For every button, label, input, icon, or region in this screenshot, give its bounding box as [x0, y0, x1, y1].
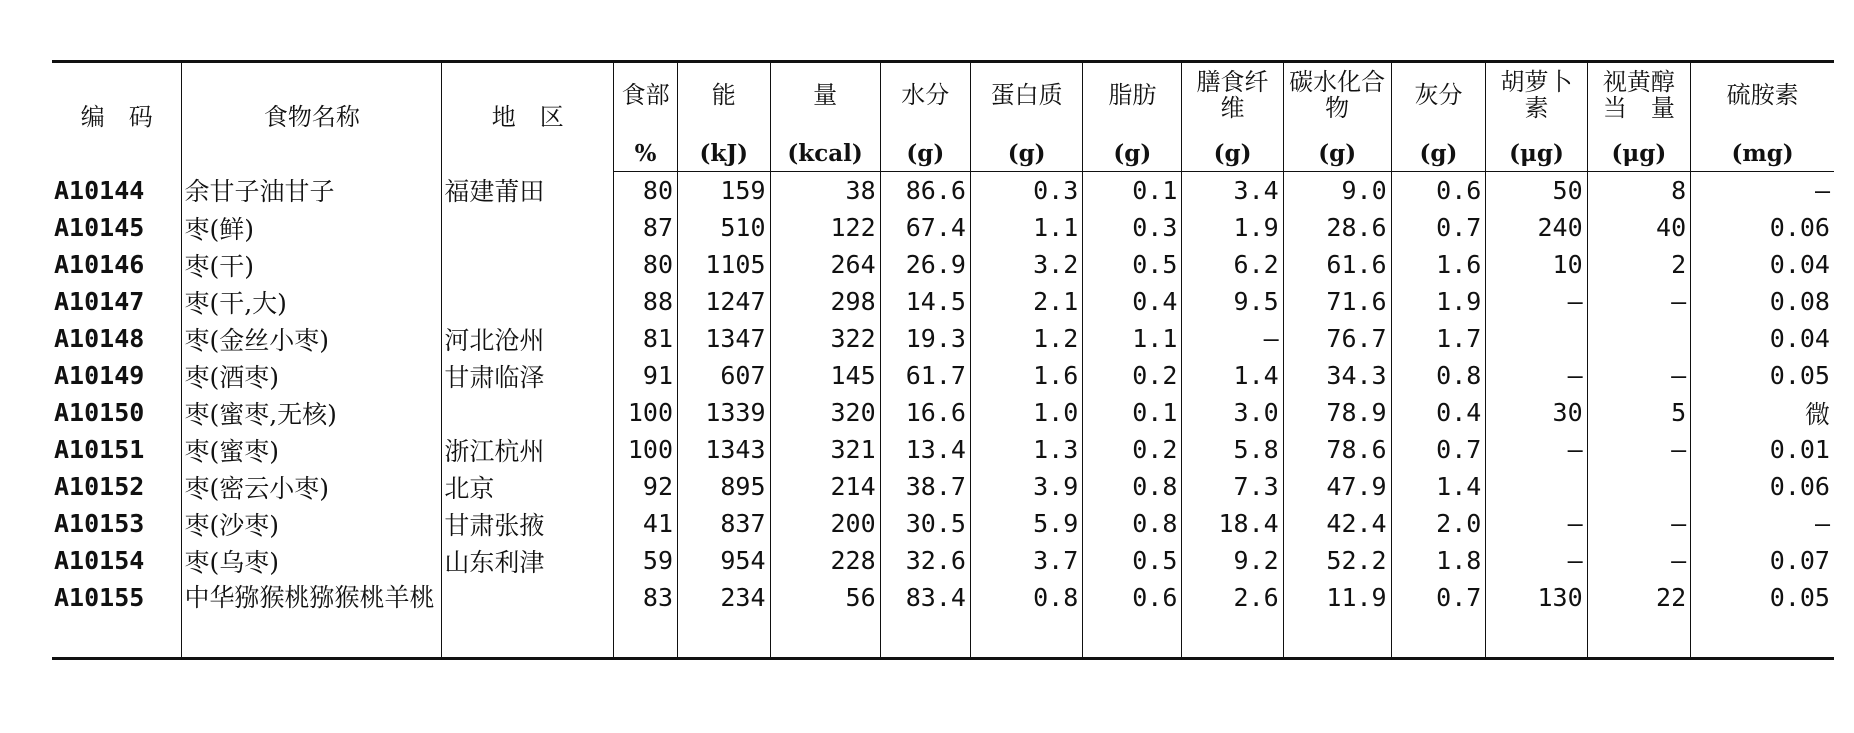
region-cell: 浙江杭州	[442, 431, 614, 468]
value-cell: —	[1587, 431, 1691, 468]
value-cell: 0.1	[1083, 394, 1182, 431]
value-cell: 2.6	[1182, 579, 1283, 659]
food-code-cell: A10152	[54, 472, 145, 501]
value-cell: 34.3	[1283, 357, 1391, 394]
value-cell: 3.9	[970, 468, 1082, 505]
unit-cell: (μg)	[1587, 127, 1691, 172]
value-cell: 298	[770, 283, 880, 320]
value-cell: 83.4	[880, 579, 970, 659]
value-cell: 42.4	[1283, 505, 1391, 542]
value-cell: 81	[614, 320, 678, 357]
value-cell: 3.0	[1182, 394, 1283, 431]
region-cell: 福建莆田	[442, 172, 614, 210]
value-cell: 47.9	[1283, 468, 1391, 505]
food-code-cell: A10145	[54, 213, 145, 242]
value-cell: 0.3	[970, 172, 1082, 210]
value-cell: 1.2	[970, 320, 1082, 357]
value-cell: —	[1587, 357, 1691, 394]
value-cell: 1.1	[1083, 320, 1182, 357]
value-cell: 0.7	[1391, 209, 1486, 246]
value-cell	[1486, 468, 1587, 505]
food-composition-page	[52, 60, 1834, 660]
food-composition-table	[52, 60, 1834, 660]
value-cell: 19.3	[880, 320, 970, 357]
value-cell: 87	[614, 209, 678, 246]
unit-cell: (g)	[880, 127, 970, 172]
value-cell: 0.06	[1691, 209, 1834, 246]
value-cell: 159	[678, 172, 771, 210]
value-cell: 0.7	[1391, 579, 1486, 659]
food-code-cell: A10154	[54, 546, 145, 575]
value-cell: 38	[770, 172, 880, 210]
value-cell: 0.08	[1691, 283, 1834, 320]
value-cell: 32.6	[880, 542, 970, 579]
value-cell: 59	[614, 542, 678, 579]
value-cell: 0.4	[1083, 283, 1182, 320]
food-name-cell: 枣(金丝小枣)	[182, 320, 442, 357]
unit-cell: (g)	[1083, 127, 1182, 172]
value-cell: 40	[1587, 209, 1691, 246]
value-cell: 100	[614, 394, 678, 431]
value-cell: 1105	[678, 246, 771, 283]
value-cell: 61.6	[1283, 246, 1391, 283]
value-cell: 895	[678, 468, 771, 505]
value-cell: 0.05	[1691, 579, 1834, 659]
value-cell: 0.5	[1083, 246, 1182, 283]
value-cell: 83	[614, 579, 678, 659]
value-cell	[1486, 320, 1587, 357]
value-cell: 0.8	[970, 579, 1082, 659]
col-region: 地 区	[442, 62, 614, 172]
value-cell: 1.6	[970, 357, 1082, 394]
value-cell: 92	[614, 468, 678, 505]
value-cell	[1587, 320, 1691, 357]
col-food-name: 食物名称	[182, 62, 442, 172]
value-cell: 22	[1587, 579, 1691, 659]
value-cell: 18.4	[1182, 505, 1283, 542]
unit-cell: (kJ)	[678, 127, 771, 172]
food-code-cell: A10144	[54, 175, 145, 205]
value-cell: 8	[1587, 172, 1691, 210]
value-cell: 234	[678, 579, 771, 659]
value-cell: 100	[614, 431, 678, 468]
value-cell: 2.1	[970, 283, 1082, 320]
value-cell: 837	[678, 505, 771, 542]
food-code-cell: A10155	[52, 579, 182, 659]
col-edible: 食部	[614, 62, 678, 128]
value-cell: 10	[1486, 246, 1587, 283]
value-cell: 0.8	[1391, 357, 1486, 394]
food-code-cell: A10151	[54, 435, 145, 464]
value-cell: 0.1	[1083, 172, 1182, 210]
col-water: 水分	[880, 62, 970, 128]
food-name-cell: 枣(干,大)	[182, 283, 442, 320]
region-cell	[442, 209, 614, 246]
value-cell: 0.4	[1391, 394, 1486, 431]
region-cell	[442, 246, 614, 283]
value-cell: —	[1587, 505, 1691, 542]
col-fiber: 膳食纤维	[1182, 62, 1283, 128]
value-cell: 145	[770, 357, 880, 394]
value-cell: 0.8	[1083, 468, 1182, 505]
food-name-cell: 枣(密云小枣)	[182, 468, 442, 505]
table-row	[52, 172, 1834, 210]
value-cell: 3.7	[970, 542, 1082, 579]
value-cell: 1.9	[1391, 283, 1486, 320]
table-row	[52, 283, 1834, 320]
value-cell: 16.6	[880, 394, 970, 431]
food-code-cell: A10147	[54, 287, 145, 316]
value-cell: 320	[770, 394, 880, 431]
value-cell: 122	[770, 209, 880, 246]
value-cell: 30	[1486, 394, 1587, 431]
table-row	[52, 357, 1834, 394]
region-cell	[442, 579, 614, 659]
value-cell: 67.4	[880, 209, 970, 246]
value-cell: —	[1182, 320, 1283, 357]
table-body	[52, 172, 1834, 659]
value-cell: 80	[614, 246, 678, 283]
value-cell: 1339	[678, 394, 771, 431]
region-cell	[442, 394, 614, 431]
col-retinol: 视黄醇当 量	[1587, 62, 1691, 128]
value-cell: 78.6	[1283, 431, 1391, 468]
region-cell: 甘肃张掖	[442, 505, 614, 542]
value-cell: 0.06	[1691, 468, 1834, 505]
value-cell: 52.2	[1283, 542, 1391, 579]
value-cell: —	[1486, 357, 1587, 394]
value-cell: 5	[1587, 394, 1691, 431]
value-cell: 80	[614, 172, 678, 210]
food-code-cell: A10153	[54, 509, 145, 538]
value-cell: 510	[678, 209, 771, 246]
value-cell: 1.6	[1391, 246, 1486, 283]
value-cell: 130	[1486, 579, 1587, 659]
food-name-cell: 枣(酒枣)	[182, 357, 442, 394]
region-cell	[442, 283, 614, 320]
region-cell: 河北沧州	[442, 320, 614, 357]
food-name-cell: 余甘子油甘子	[182, 172, 442, 210]
unit-cell: (g)	[1182, 127, 1283, 172]
value-cell: 78.9	[1283, 394, 1391, 431]
table-row	[52, 505, 1834, 542]
food-name-cell: 枣(蜜枣,无核)	[182, 394, 442, 431]
value-cell: 0.6	[1391, 172, 1486, 210]
value-cell: 3.4	[1182, 172, 1283, 210]
value-cell: 1.4	[1182, 357, 1283, 394]
value-cell: 13.4	[880, 431, 970, 468]
value-cell: 0.3	[1083, 209, 1182, 246]
value-cell: 1.1	[970, 209, 1082, 246]
value-cell: 微	[1691, 394, 1834, 431]
value-cell: 0.01	[1691, 431, 1834, 468]
value-cell: 9.5	[1182, 283, 1283, 320]
value-cell: 14.5	[880, 283, 970, 320]
value-cell: 1.8	[1391, 542, 1486, 579]
value-cell: 1343	[678, 431, 771, 468]
value-cell: 2	[1587, 246, 1691, 283]
col-carbohydrate: 碳水化合物	[1283, 62, 1391, 128]
value-cell: 0.8	[1083, 505, 1182, 542]
value-cell: —	[1486, 283, 1587, 320]
table-row	[52, 468, 1834, 505]
col-thiamine: 硫胺素	[1691, 62, 1834, 128]
value-cell: 7.3	[1182, 468, 1283, 505]
table-row	[52, 246, 1834, 283]
value-cell: 56	[770, 579, 880, 659]
value-cell: —	[1691, 172, 1834, 210]
value-cell: 41	[614, 505, 678, 542]
value-cell: 2.0	[1391, 505, 1486, 542]
value-cell: 1.7	[1391, 320, 1486, 357]
value-cell: 1247	[678, 283, 771, 320]
value-cell: 38.7	[880, 468, 970, 505]
value-cell: 11.9	[1283, 579, 1391, 659]
value-cell: 240	[1486, 209, 1587, 246]
value-cell: 1.3	[970, 431, 1082, 468]
food-code-cell: A10150	[54, 398, 145, 427]
col-carotene: 胡萝卜素	[1486, 62, 1587, 128]
value-cell: 214	[770, 468, 880, 505]
value-cell: 86.6	[880, 172, 970, 210]
value-cell: 5.9	[970, 505, 1082, 542]
col-protein: 蛋白质	[970, 62, 1082, 128]
value-cell: —	[1587, 283, 1691, 320]
value-cell: 0.5	[1083, 542, 1182, 579]
unit-cell: %	[614, 127, 678, 172]
value-cell: 200	[770, 505, 880, 542]
value-cell	[1587, 468, 1691, 505]
region-cell: 甘肃临泽	[442, 357, 614, 394]
value-cell: 50	[1486, 172, 1587, 210]
unit-cell: (g)	[970, 127, 1082, 172]
food-code-cell: A10146	[54, 250, 145, 279]
value-cell: 322	[770, 320, 880, 357]
col-energy-right: 量	[770, 62, 880, 128]
value-cell: 28.6	[1283, 209, 1391, 246]
food-name-cell: 枣(乌枣)	[182, 542, 442, 579]
food-name-cell: 枣(沙枣)	[182, 505, 442, 542]
value-cell: 61.7	[880, 357, 970, 394]
food-code-cell: A10148	[54, 324, 145, 353]
value-cell: 607	[678, 357, 771, 394]
value-cell: 9.0	[1283, 172, 1391, 210]
value-cell: —	[1486, 505, 1587, 542]
value-cell: 3.2	[970, 246, 1082, 283]
food-code-cell: A10149	[54, 361, 145, 390]
value-cell: 0.07	[1691, 542, 1834, 579]
value-cell: 228	[770, 542, 880, 579]
col-ash: 灰分	[1391, 62, 1486, 128]
food-name-cell: 枣(鲜)	[182, 209, 442, 246]
table-header	[52, 62, 1834, 172]
value-cell: 71.6	[1283, 283, 1391, 320]
food-name-cell: 枣(蜜枣)	[182, 431, 442, 468]
value-cell: 0.6	[1083, 579, 1182, 659]
value-cell: 9.2	[1182, 542, 1283, 579]
value-cell: —	[1486, 542, 1587, 579]
table-row	[52, 320, 1834, 357]
col-code: 编 码	[52, 62, 182, 172]
value-cell: 0.7	[1391, 431, 1486, 468]
unit-cell: (g)	[1283, 127, 1391, 172]
value-cell: 91	[614, 357, 678, 394]
value-cell: 5.8	[1182, 431, 1283, 468]
value-cell: 264	[770, 246, 880, 283]
col-fat: 脂肪	[1083, 62, 1182, 128]
region-cell: 山东利津	[442, 542, 614, 579]
value-cell: 0.2	[1083, 431, 1182, 468]
value-cell: 0.05	[1691, 357, 1834, 394]
table-row	[52, 431, 1834, 468]
table-row	[52, 542, 1834, 579]
col-energy-left: 能	[678, 62, 771, 128]
value-cell: 1.9	[1182, 209, 1283, 246]
value-cell: 76.7	[1283, 320, 1391, 357]
value-cell: 26.9	[880, 246, 970, 283]
unit-cell: (mg)	[1691, 127, 1834, 172]
value-cell: 0.2	[1083, 357, 1182, 394]
value-cell: 954	[678, 542, 771, 579]
unit-cell: (g)	[1391, 127, 1486, 172]
value-cell: 0.04	[1691, 246, 1834, 283]
region-cell: 北京	[442, 468, 614, 505]
value-cell: 1.4	[1391, 468, 1486, 505]
value-cell: —	[1486, 431, 1587, 468]
value-cell: 30.5	[880, 505, 970, 542]
unit-cell: (μg)	[1486, 127, 1587, 172]
food-name-cell: 枣(干)	[182, 246, 442, 283]
value-cell: 1.0	[970, 394, 1082, 431]
value-cell: —	[1691, 505, 1834, 542]
value-cell: 88	[614, 283, 678, 320]
table-row	[52, 394, 1834, 431]
value-cell: 1347	[678, 320, 771, 357]
value-cell: 321	[770, 431, 880, 468]
value-cell: 6.2	[1182, 246, 1283, 283]
value-cell: 0.04	[1691, 320, 1834, 357]
table-row	[52, 209, 1834, 246]
unit-cell: (kcal)	[770, 127, 880, 172]
value-cell: —	[1587, 542, 1691, 579]
food-name-cell: 中华猕猴桃猕猴桃羊桃	[182, 579, 442, 659]
table-row	[52, 579, 1834, 659]
